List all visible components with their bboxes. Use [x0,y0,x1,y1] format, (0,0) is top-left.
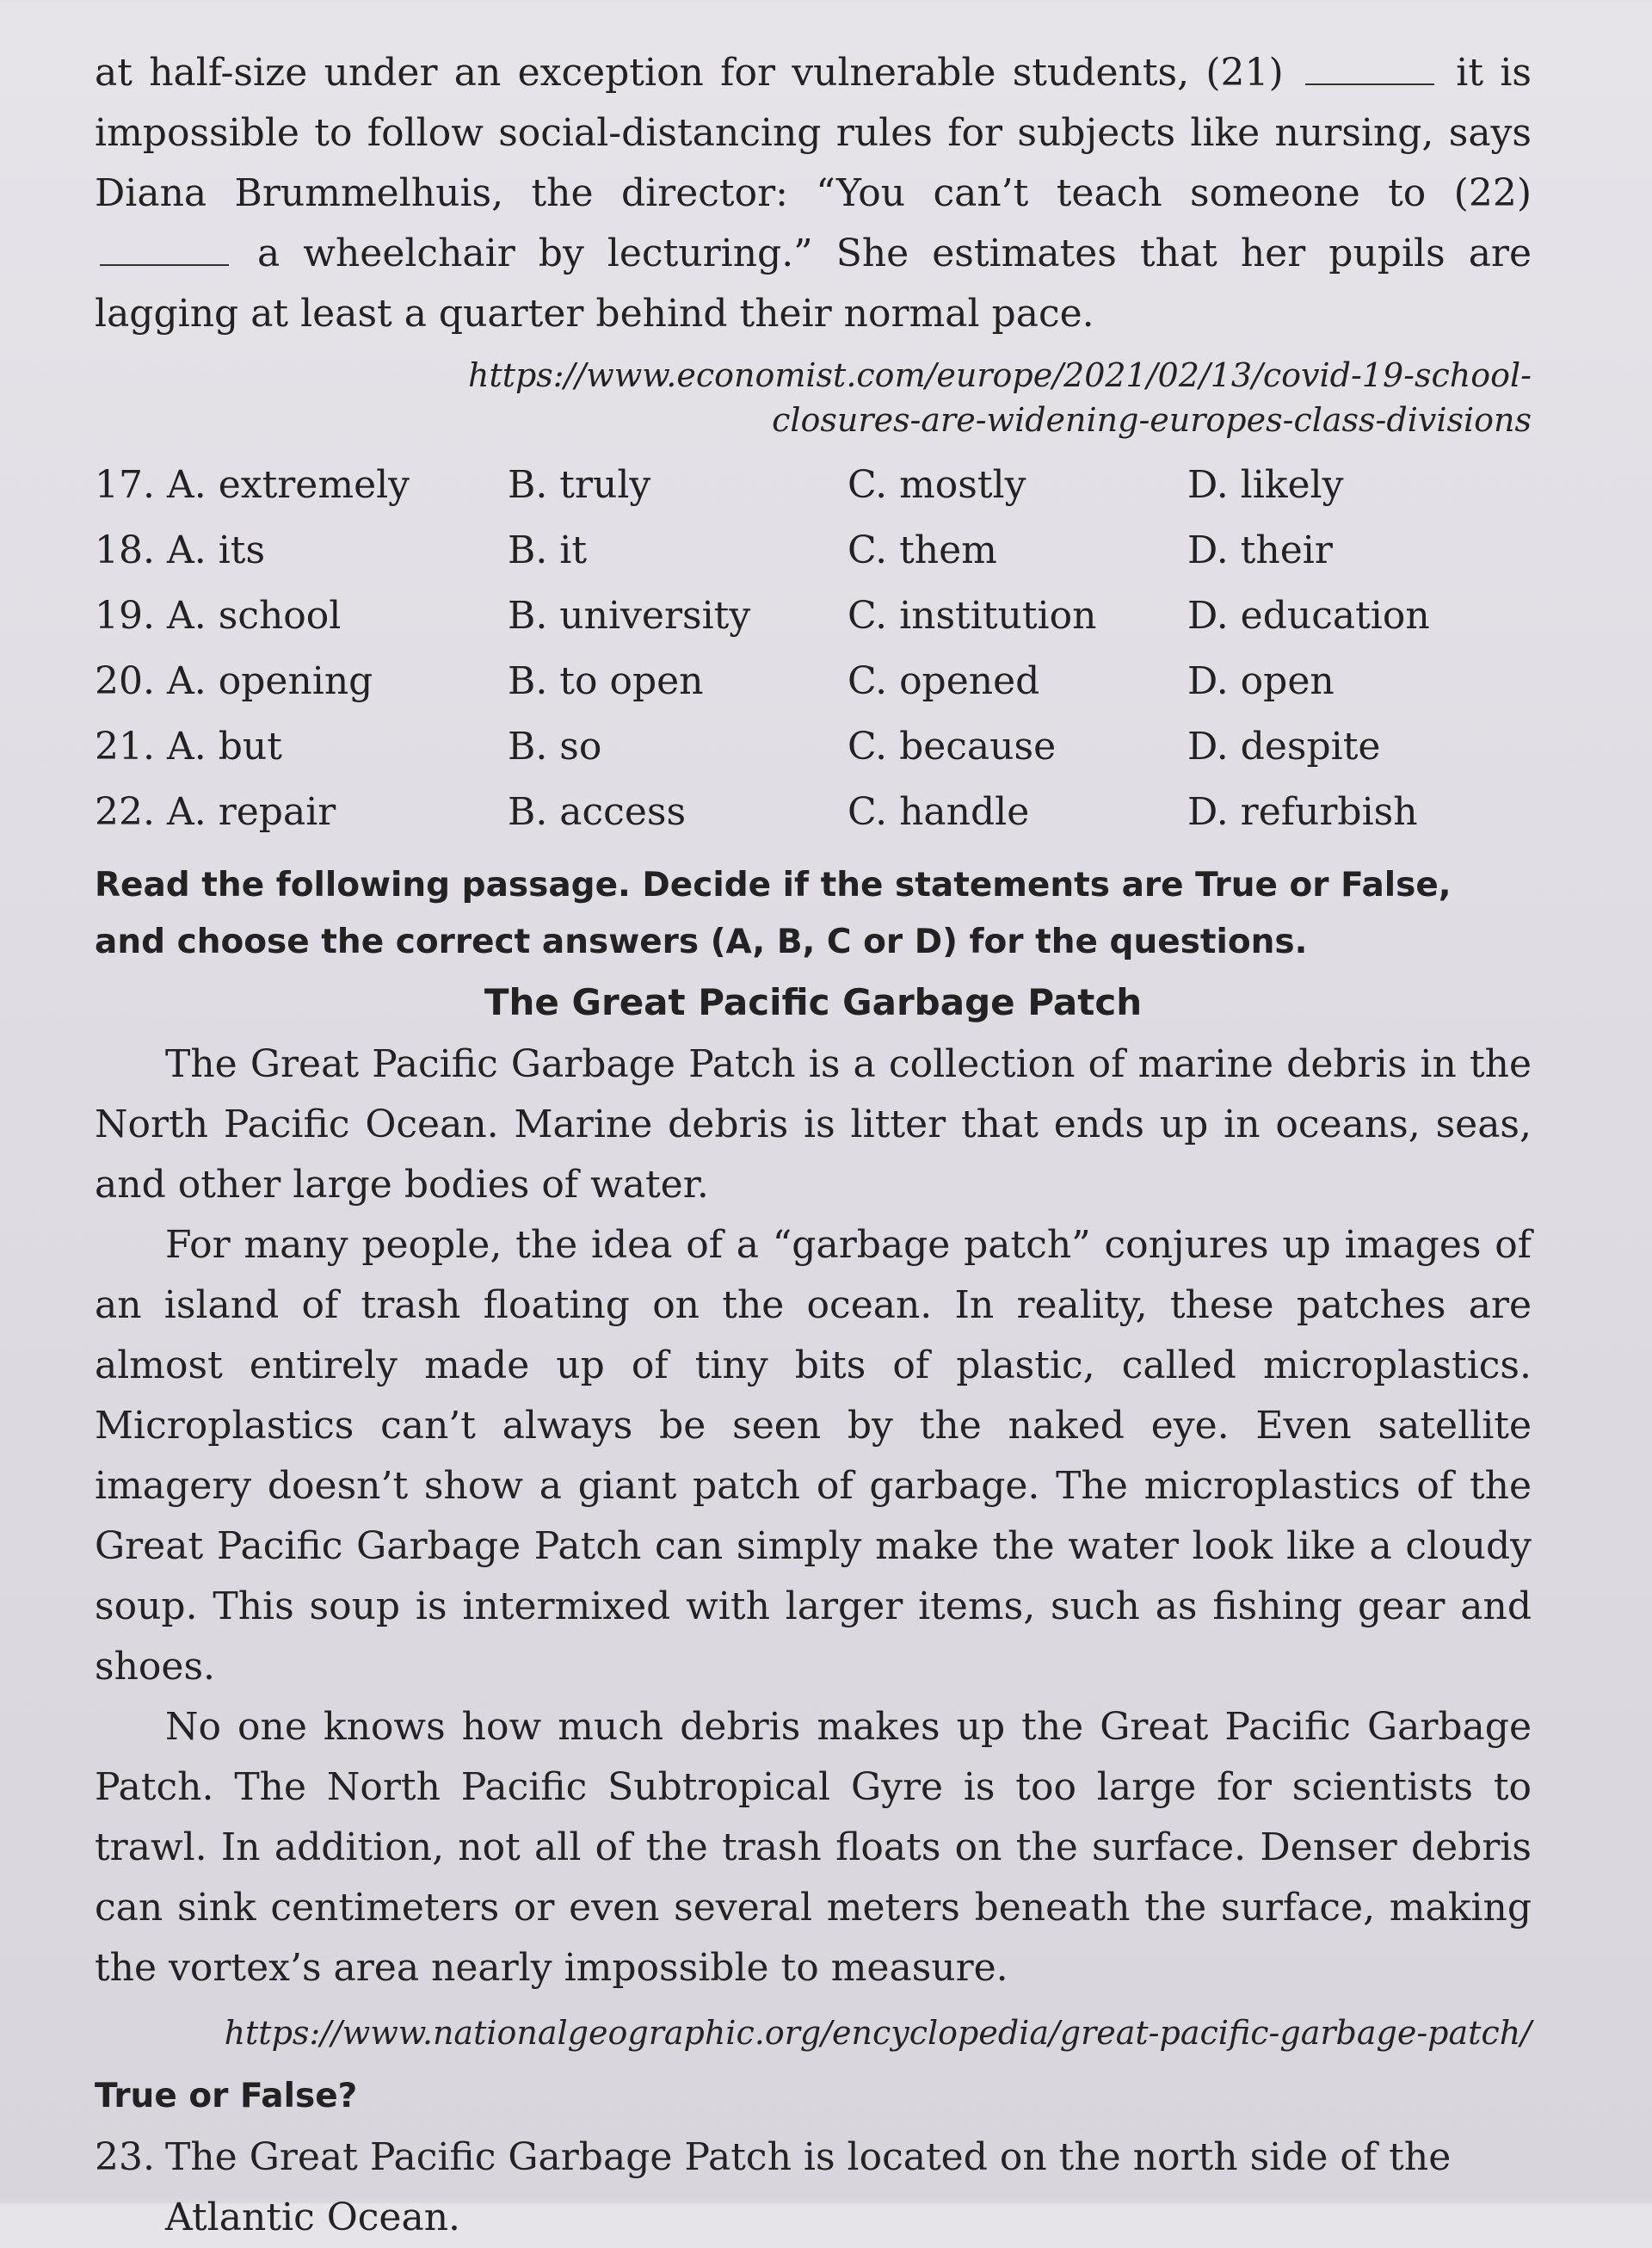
option-label: B. university [508,594,751,638]
option-b[interactable] [508,649,848,714]
option-a[interactable] [95,714,508,780]
textbook-page [95,43,1532,2248]
intro-paragraph [95,43,1532,344]
option-label: D. likely [1187,463,1344,507]
intro-part-3: a wheelchair by lecturing.” She estimates that her pupils are lagging at least a quarter behind their normal pace. [95,232,1532,336]
option-b[interactable] [508,714,848,780]
option-row-22 [95,780,1532,845]
option-number: 21. [95,725,155,769]
true-false-heading: True or False? [95,2077,358,2115]
option-d[interactable] [1187,453,1532,518]
option-label: A. repair [166,790,336,834]
option-label: A. opening [166,659,373,703]
option-label: B. truly [508,463,651,507]
option-label: C. institution [848,594,1097,638]
option-label: C. opened [848,659,1040,703]
option-a[interactable] [95,780,508,845]
options-table [95,453,1532,845]
passage-paragraph-1: The Great Pacific Garbage Patch is a collection of marine debris in the North Pacific Ocean. Marine debris is litter that ends up in oceans, seas, and other large bodies of water. [95,1042,1532,1207]
option-row-17 [95,453,1532,518]
option-row-19 [95,584,1532,649]
question-text: The Great Pacific Garbage Patch is located on the north side of the Atlantic Ocean. [165,2135,1452,2239]
blank-21[interactable] [1305,49,1434,85]
option-number: 18. [95,528,155,572]
source-link-economist [95,353,1532,442]
option-number: 22. [95,790,155,834]
option-label: A. school [166,594,342,638]
option-d[interactable] [1187,714,1532,780]
question-number: 23. [95,2135,155,2179]
option-b[interactable] [508,518,848,584]
source-link-natgeo: https://www.nationalgeographic.org/encyclopedia/great-pacific-garbage-patch/ [224,2014,1532,2052]
option-row-18 [95,518,1532,584]
option-label: D. open [1187,659,1335,703]
option-c[interactable] [848,584,1187,649]
passage-paragraph-3: No one knows how much debris makes up the Great Pacific Garbage Patch. The North Pacific Subtropical Gyre is too large for scientists to trawl. In addition, not all of the trash floats on the surface. Denser debris can sink centimeters or even several meters beneath the surface, making the vortex’s area nearly impossible to measure. [95,1705,1532,1990]
option-d[interactable] [1187,780,1532,845]
passage-paragraph-2: For many people, the idea of a “garbage patch” conjures up images of an island of trash floating on the ocean. In reality, these patches are almost entirely made up of tiny bits of plastic, called microplastics. Microplastics can’t always be seen by the naked eye. Even satellite imagery doesn’t show a giant patch of garbage. The microplastics of the Great Pacific Garbage Patch can simply make the water look like a cloudy soup. This soup is intermixed with larger items, such as fishing gear and shoes. [95,1223,1532,1689]
option-label: D. education [1187,594,1430,638]
option-a[interactable] [95,649,508,714]
option-number: 20. [95,659,155,703]
option-c[interactable] [848,780,1187,845]
passage-title: The Great Pacific Garbage Patch [484,981,1143,1023]
option-label: C. handle [848,790,1030,834]
option-c[interactable] [848,518,1187,584]
option-number: 17. [95,463,155,507]
option-row-21 [95,714,1532,780]
option-c[interactable] [848,714,1187,780]
option-label: B. to open [508,659,704,703]
option-label: B. so [508,725,602,769]
option-c[interactable] [848,453,1187,518]
intro-part-2: it is impossible to follow social-distancing rules for subjects like nursing, says Diana Brummelhuis, the director: “You can’t teach someone to (22) [95,51,1532,215]
option-label: A. extremely [166,463,410,507]
option-label: C. mostly [848,463,1026,507]
blank-22[interactable] [100,230,229,266]
question-23 [95,2128,1532,2248]
option-label: A. but [166,725,282,769]
option-a[interactable] [95,584,508,649]
option-label: C. them [848,528,997,572]
option-c[interactable] [848,649,1187,714]
option-label: D. their [1187,528,1333,572]
source-link-line-2: closures-are-widening-europes-class-divisions [772,401,1532,439]
option-b[interactable] [508,584,848,649]
option-label: D. refurbish [1187,790,1418,834]
option-label: B. access [508,790,687,834]
option-label: C. because [848,725,1057,769]
option-label: B. it [508,528,588,572]
option-b[interactable] [508,780,848,845]
option-row-20 [95,649,1532,714]
option-d[interactable] [1187,518,1532,584]
source-link-line-1: https://www.economist.com/europe/2021/02/13/covid-19-school- [467,356,1532,394]
instruction: Read the following passage. Decide if the statements are True or False, and choose the correct answers (A, B, C or D) for the questions. [95,866,1452,961]
option-label: A. its [166,528,266,572]
option-d[interactable] [1187,584,1532,649]
option-a[interactable] [95,453,508,518]
intro-part-1: at half-size under an exception for vulnerable students, (21) [95,51,1284,95]
option-b[interactable] [508,453,848,518]
option-d[interactable] [1187,649,1532,714]
option-a[interactable] [95,518,508,584]
option-number: 19. [95,594,155,638]
option-label: D. despite [1187,725,1381,769]
